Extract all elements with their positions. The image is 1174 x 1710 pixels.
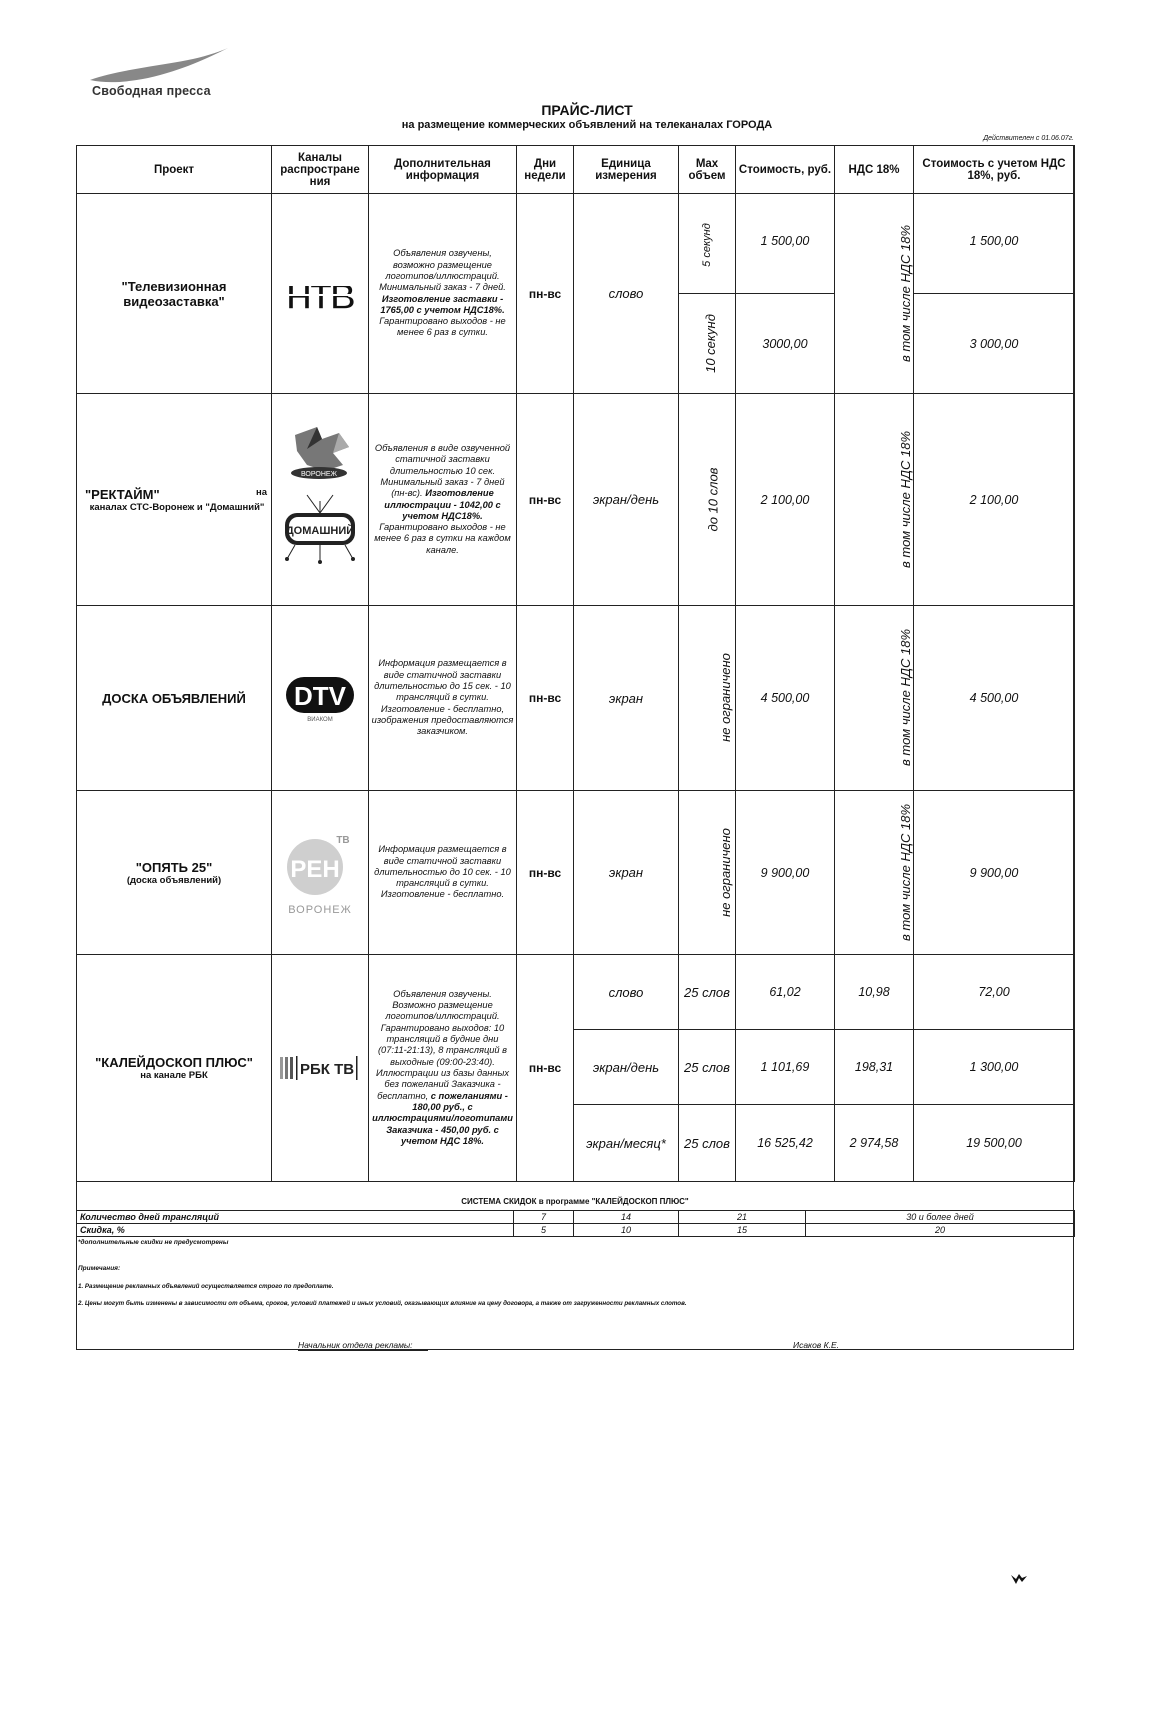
days-of-week: пн-вс: [517, 955, 574, 1182]
price: 9 900,00: [736, 791, 835, 955]
discount-value: 20: [806, 1224, 1075, 1237]
ink-mark-icon: [1010, 1572, 1028, 1586]
col-vat: НДС 18%: [835, 146, 914, 194]
vat: 10,98: [835, 955, 914, 1030]
table-row: [77, 955, 1075, 1030]
col-project: Проект: [77, 146, 272, 194]
max-volume: 5 секунд: [679, 194, 736, 294]
max-volume: не ограничено: [679, 606, 736, 791]
page-subtitle: на размещение коммерческих объявлений на телеканалах ГОРОДА: [401, 119, 773, 131]
additional-info: Информация размещается в виде статичной заставки длительностью до 15 сек. - 10 трансляций в сутки. Изготовление - бесплатно, изображения предоставляются заказчиком.: [369, 606, 517, 791]
dtv-logo-icon: [282, 671, 358, 725]
days-of-week: пн-вс: [517, 194, 574, 394]
unit: слово: [574, 194, 679, 394]
valid-from: Действителен с 01.06.07г.: [983, 135, 1074, 142]
discount-footnote: *дополнительные скидки не предусмотрены: [78, 1239, 229, 1246]
days-value: 30 и более дней: [806, 1211, 1075, 1224]
days-label: Количество дней трансляций: [77, 1211, 514, 1224]
col-price: Стоимость, руб.: [736, 146, 835, 194]
price: 1 500,00: [736, 194, 835, 294]
table-row: [77, 1211, 1075, 1224]
max-volume: 25 слов: [679, 1030, 736, 1105]
signature-position: Начальник отдела рекламы:: [298, 1340, 413, 1350]
days-of-week: пн-вс: [517, 791, 574, 955]
max-volume: не ограничено: [679, 791, 736, 955]
svg-text:РЕН: РЕН: [290, 855, 340, 883]
total-price: 2 100,00: [914, 394, 1075, 606]
col-days: Дни недели: [517, 146, 574, 194]
swoosh-icon: [88, 48, 238, 88]
max-volume: до 10 слов: [679, 394, 736, 606]
note-item: 1. Размещение рекламных объявлений осуществляется строго по предоплате.: [78, 1283, 334, 1290]
total-price: 9 900,00: [914, 791, 1075, 955]
max-volume: 10 секунд: [679, 294, 736, 394]
unit: экран: [574, 791, 679, 955]
table-header: [77, 146, 1075, 194]
price: 1 101,69: [736, 1030, 835, 1105]
signature-name: Исаков К.Е.: [793, 1340, 839, 1350]
discount-value: 10: [574, 1224, 679, 1237]
table-row: [77, 1224, 1075, 1237]
total-price: 3 000,00: [914, 294, 1075, 394]
svg-text:НТВ: НТВ: [286, 275, 354, 317]
svg-text:ВОРОНЕЖ: ВОРОНЕЖ: [300, 470, 338, 478]
max-volume: 25 слов: [679, 955, 736, 1030]
table-row: [77, 394, 1075, 606]
notes-heading: Примечания:: [78, 1265, 121, 1272]
svg-text:DTV: DTV: [294, 681, 346, 711]
unit: экран/день: [574, 394, 679, 606]
svg-text:ТВ: ТВ: [336, 834, 350, 846]
channel-logo-rbk: [272, 955, 369, 1182]
svg-text:РБК ТВ: РБК ТВ: [300, 1061, 355, 1078]
price-table: [76, 145, 1075, 1182]
project-name: "РЕКТАЙМ" на каналах СТС-Воронеж и "Домашний": [77, 394, 272, 606]
discount-value: 15: [679, 1224, 806, 1237]
publisher-logo: [78, 48, 238, 98]
discount-system-title: СИСТЕМА СКИДОК в программе "КАЛЕЙДОСКОП ПЛЮС": [461, 1197, 689, 1206]
col-total: Стоимость с учетом НДС 18%, руб.: [914, 146, 1075, 194]
days-value: 14: [574, 1211, 679, 1224]
additional-info: Объявления озвучены, возможно размещение логотипов/иллюстраций. Минимальный заказ - 7 дней. Изготовление заставки - 1765,00 с учетом НДС18%. Гарантировано выходов - не менее 6 раз в сутки.: [369, 194, 517, 394]
rbk-tv-logo-icon: [278, 1053, 362, 1083]
days-value: 7: [514, 1211, 574, 1224]
table-row: [77, 194, 1075, 294]
total-price: 1 300,00: [914, 1030, 1075, 1105]
signature-line: [298, 1350, 428, 1351]
channel-logo-ren: [272, 791, 369, 955]
total-price: 19 500,00: [914, 1105, 1075, 1182]
unit: слово: [574, 955, 679, 1030]
page-title: ПРАЙС-ЛИСТ: [541, 102, 633, 118]
logo-text: Свободная пресса: [92, 84, 211, 98]
svg-text:ДОМАШНИЙ: ДОМАШНИЙ: [285, 524, 355, 537]
price: 2 100,00: [736, 394, 835, 606]
additional-info: Объявления озвучены. Возможно размещение логотипов/иллюстраций. Гарантировано выходов: 10 трансляций в будние дни (07:11-21:13), 8 трансляций в выходные (09:00-23:40). Иллюстрации из базы данных без пожеланий Заказчика - бесплатно, с пожеланиями - 180,00 руб., с иллюстрациями/логотипами Заказчика - 450,00 руб. с учетом НДС 18%.: [369, 955, 517, 1182]
vat: 2 974,58: [835, 1105, 914, 1182]
project-name: "ОПЯТЬ 25" (доска объявлений): [77, 791, 272, 955]
additional-info: Объявления в виде озвученной статичной заставки длительностью 10 сек. Минимальный заказ - 7 дней (пн-вс). Изготовление иллюстрации - 1042,00 с учетом НДС18%. Гарантировано выходов - не менее 6 раз в сутки на каждом канале.: [369, 394, 517, 606]
discount-table: [76, 1210, 1075, 1237]
col-unit: Единица измерения: [574, 146, 679, 194]
unit: экран/день: [574, 1030, 679, 1105]
table-row: [77, 606, 1075, 791]
price: 4 500,00: [736, 606, 835, 791]
channel-logo-dtv: [272, 606, 369, 791]
ren-tv-logo-icon: [277, 825, 363, 921]
max-volume: 25 слов: [679, 1105, 736, 1182]
svg-text:ВОРОНЕЖ: ВОРОНЕЖ: [288, 903, 352, 916]
svg-text:ВИАКОМ: ВИАКОМ: [307, 717, 333, 723]
project-name: ДОСКА ОБЪЯВЛЕНИЙ: [77, 606, 272, 791]
price: 16 525,42: [736, 1105, 835, 1182]
unit: экран: [574, 606, 679, 791]
vat: в том числе НДС 18%: [835, 606, 914, 791]
vat: в том числе НДС 18%: [835, 394, 914, 606]
total-price: 1 500,00: [914, 194, 1075, 294]
channel-logo-sts-domashny: [272, 394, 369, 606]
note-item: 2. Цены могут быть изменены в зависимости от объема, сроков, условий платежей и иных условий, оказывающих влияние на цену договора, а также от загруженности рекламных слотов.: [78, 1300, 687, 1307]
vat: 198,31: [835, 1030, 914, 1105]
price: 61,02: [736, 955, 835, 1030]
project-name: "КАЛЕЙДОСКОП ПЛЮС" на канале РБК: [77, 955, 272, 1182]
total-price: 72,00: [914, 955, 1075, 1030]
project-name: "Телевизионная видеозаставка": [77, 194, 272, 394]
discount-value: 5: [514, 1224, 574, 1237]
table-row: [77, 791, 1075, 955]
col-info: Дополнительная информация: [369, 146, 517, 194]
vat: в том числе НДС 18%: [835, 791, 914, 955]
ntv-logo-icon: [285, 271, 355, 317]
total-price: 4 500,00: [914, 606, 1075, 791]
days-of-week: пн-вс: [517, 394, 574, 606]
price: 3000,00: [736, 294, 835, 394]
days-of-week: пн-вс: [517, 606, 574, 791]
col-channels: Каналы распростране ния: [272, 146, 369, 194]
vat: в том числе НДС 18%: [835, 194, 914, 394]
unit: экран/месяц*: [574, 1105, 679, 1182]
days-value: 21: [679, 1211, 806, 1224]
channel-logo-ntv: [272, 194, 369, 394]
sts-domashny-logo-icon: [277, 425, 363, 575]
discount-label: Скидка, %: [77, 1224, 514, 1237]
col-max-volume: Max объем: [679, 146, 736, 194]
additional-info: Информация размещается в виде статичной заставки длительностью до 10 сек. - 10 трансляций в сутки. Изготовление - бесплатно.: [369, 791, 517, 955]
